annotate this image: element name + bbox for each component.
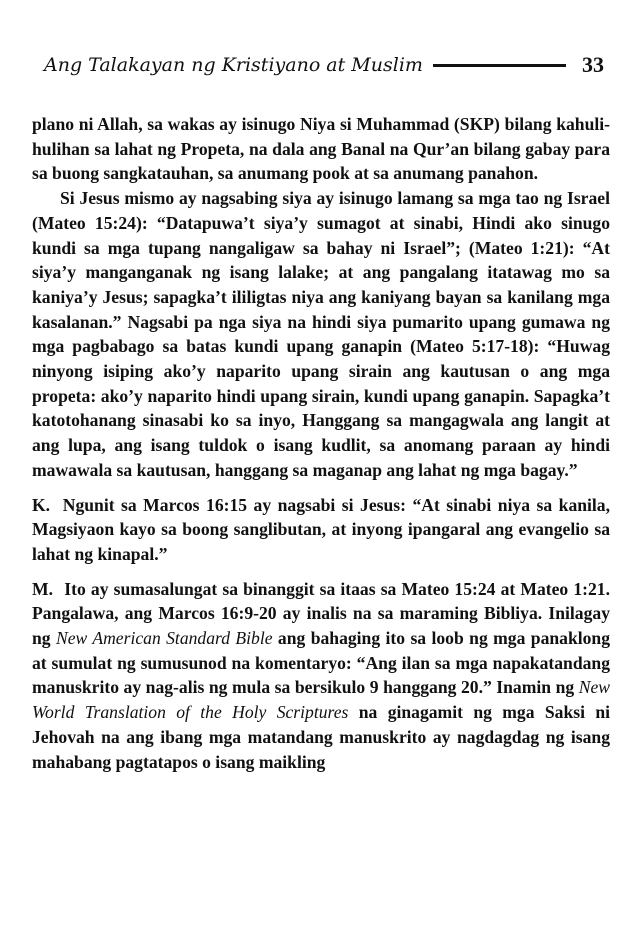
dialogue-christian-text: Ngunit sa Marcos 16:15 ay nagsabi si Jesus: “At sinabi niya sa kanila, Magsiyaon kayo sa boong sanglibutan, at inyong ipangaral ang evangelio sa lahat ng kinapal.” bbox=[32, 494, 611, 564]
dialogue-muslim-text-b: ang bahaging ito sa loob ng mga panaklong at sumulat ng sumusunod na komentaryo: “Ang ilan sa mga napakatandang manuskrito ay nag-alis ng mula sa bersikulo 9 hanggang 20.” Inamin ng bbox=[32, 628, 610, 698]
dialogue-muslim-text-a: Ito ay sumasalungat sa binanggit sa itaas sa Mateo 15:24 at Mateo 1:21. Pangalawa, ang Marcos 16:9-20 ay inalis na sa maraming Bibliya. Inilagay ng bbox=[32, 578, 610, 649]
book-title-nasb: New American Standard Bible bbox=[55, 628, 273, 649]
header-rule bbox=[433, 64, 566, 67]
page-number: 33 bbox=[582, 52, 604, 77]
speaker-label-m: M. bbox=[32, 578, 54, 599]
paragraph-1-text: plano ni Allah, sa wakas ay isinugo Niya si Muhammad (SKP) bilang kahuli-hulihan sa lahat ng Propeta, na dala ang Banal na Qur’an bilang gabay para sa buong sangkatauhan, sa anumang pook at sa anumang panahon. bbox=[32, 114, 610, 184]
running-header bbox=[44, 50, 604, 80]
dialogue-christian bbox=[32, 493, 610, 567]
body-text bbox=[32, 112, 610, 774]
dialogue-muslim bbox=[32, 577, 610, 775]
speaker-label-k: K. bbox=[32, 494, 51, 515]
dialogue-muslim-text-c: na ginagamit ng mga Saksi ni Jehovah na ang ibang mga matandang manuskrito ay nagdagdag ng isang mahabang pagtatapos o isang maikling bbox=[32, 702, 611, 772]
running-header-title: Ang Talakayan ng Kristiyano at Muslim bbox=[44, 54, 423, 76]
paragraph-1 bbox=[32, 112, 610, 186]
paragraph-2 bbox=[32, 186, 610, 482]
book-title-nwt: New World Translation of the Holy Scriptures bbox=[32, 677, 610, 723]
paragraph-2-text: Si Jesus mismo ay nagsabing siya ay isinugo lamang sa mga tao ng Israel (Mateo 15:24): “Datapuwa’t siya’y sumagot at sinabi, Hindi ako sinugo kundi sa mga tupang nangaligaw sa bahay ni Israel”; (Mateo 1:21): “At siya’y manganganak ng isang lalake; at ang pangalang itatawag mo sa kaniya’y Jesus; sapagka’t ililigtas niya ang kaniyang bayan sa kanilang mga kasalanan.” Nagsabi pa nga siya na hindi siya pumarito upang gumawa ng mga pagbabago sa batas kundi upang ganapin (Mateo 5:17-18): “Huwag ninyong isiping ako’y naparito upang sirain ang kautusan o ang mga propeta: ako’y naparito hindi upang sirain, kundi upang ganapin. Sapagka’t katotohanang sinasabi ko sa inyo, Hanggang sa mangagwala ang langit at ang lupa, ang isang tuldok o isang kudlit, sa anomang paraan ay hindi mawawala sa kautusan, hanggang sa maganap ang lahat ng mga bagay.” bbox=[32, 188, 610, 480]
